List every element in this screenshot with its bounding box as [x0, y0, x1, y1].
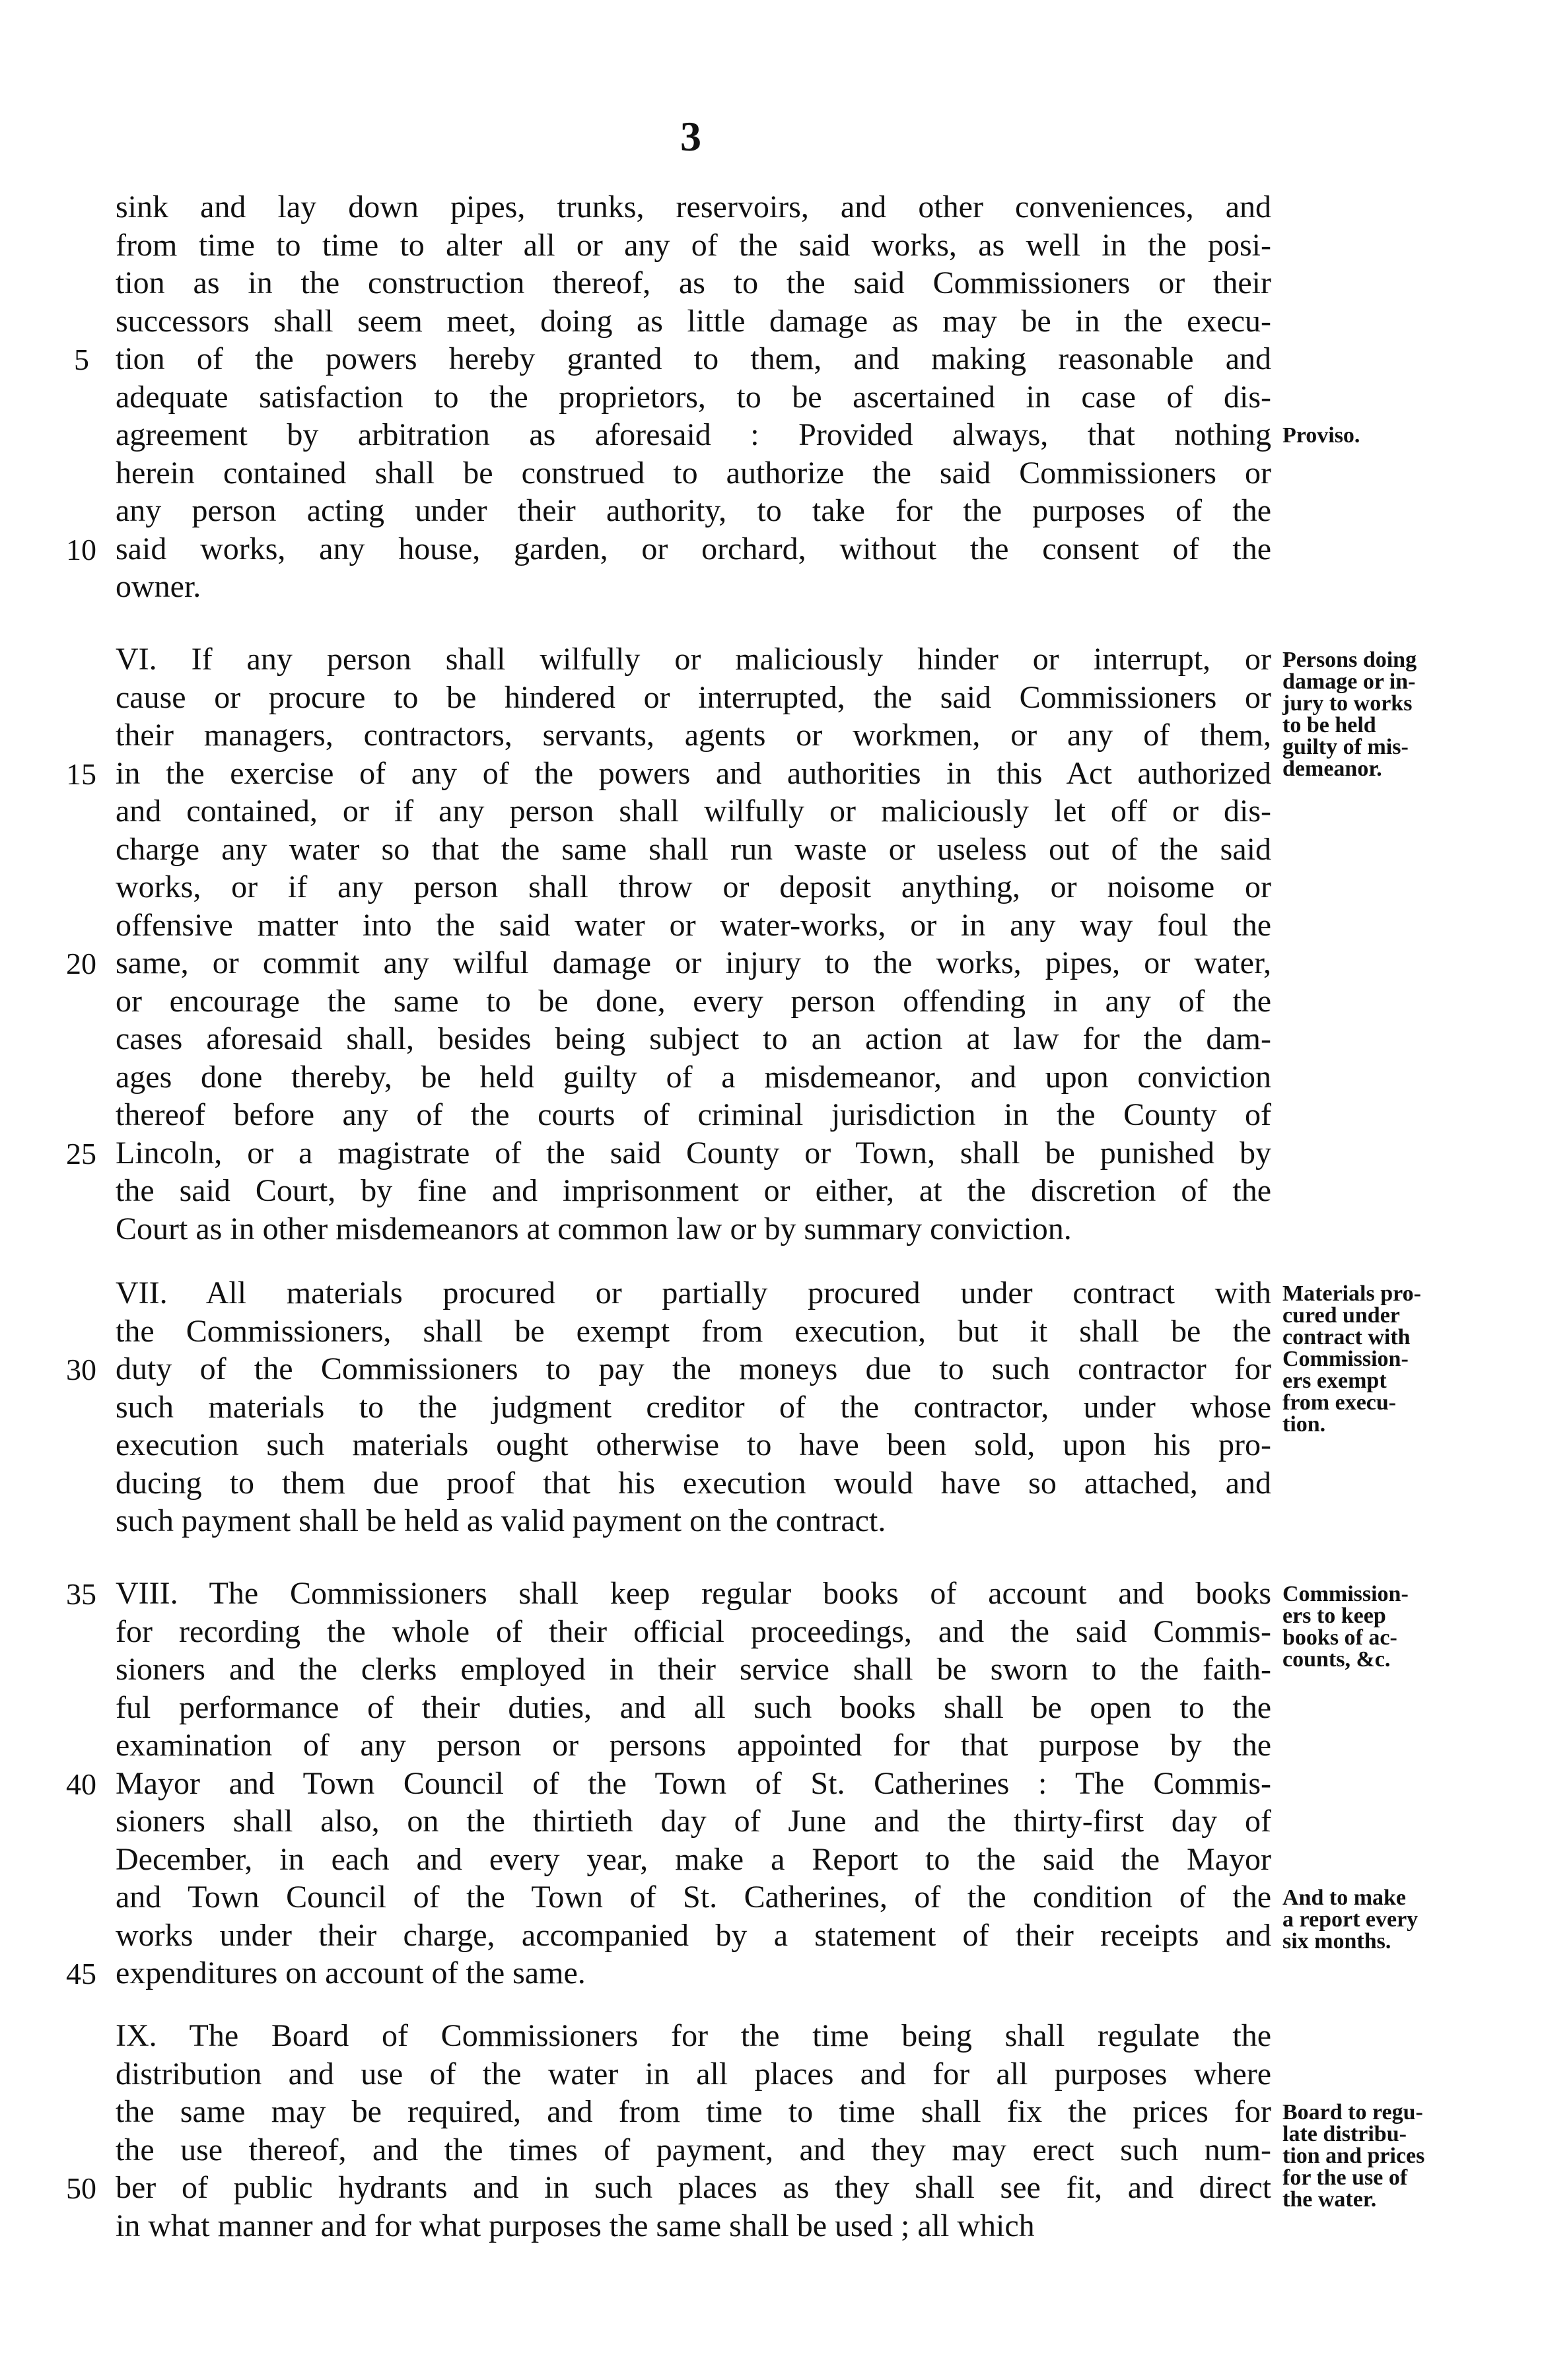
body-text-line: ages done thereby, be held guilty of a misdemeanor, and upon conviction: [116, 1061, 1271, 1095]
body-text-line: Court as in other misdemeanors at common law or by summary conviction.: [116, 1211, 1072, 1246]
body-text-line: Mayor and Town Council of the Town of St. Catherines : The Commis-: [116, 1767, 1271, 1801]
body-text-line: thereof before any of the courts of criminal jurisdiction in the County of: [116, 1099, 1271, 1132]
body-text-line: herein contained shall be construed to authorize the said Commissioners or: [116, 457, 1271, 491]
body-text-line: the said Court, by fine and imprisonment or either, at the discretion of the: [116, 1175, 1271, 1208]
margin-note-line: Materials pro-: [1282, 1281, 1421, 1306]
line-number: 50: [66, 2171, 96, 2205]
body-text-line: and contained, or if any person shall wilfully or maliciously let off or dis-: [116, 796, 1271, 829]
body-text-line: VII. All materials procured or partially procured under contract with: [116, 1277, 1271, 1310]
margin-note-line: six months.: [1282, 1929, 1391, 1954]
margin-note-line: cured under: [1282, 1303, 1400, 1328]
margin-note-line: Commission-: [1282, 1582, 1409, 1606]
margin-note-line: counts, &c.: [1282, 1647, 1391, 1672]
body-text-line: tion as in the construction thereof, as to the said Commissioners or their: [116, 267, 1271, 300]
margin-note-line: Proviso.: [1282, 423, 1360, 448]
body-text-line: or encourage the same to be done, every person offending in any of the: [116, 985, 1271, 1019]
body-text-line: adequate satisfaction to the proprietors, to be ascertained in case of dis-: [116, 381, 1271, 415]
body-text-line: cases aforesaid shall, besides being subject to an action at law for the dam-: [116, 1023, 1271, 1056]
body-text-line: IX. The Board of Commissioners for the time being shall regulate the: [116, 2020, 1271, 2053]
margin-note-line: books of ac-: [1282, 1625, 1397, 1650]
body-text-line: execution such materials ought otherwise to have been sold, upon his pro-: [116, 1429, 1271, 1462]
margin-note-line: ers to keep: [1282, 1604, 1386, 1628]
body-text-line: Lincoln, or a magistrate of the said County or Town, shall be punished by: [116, 1137, 1271, 1171]
body-text-line: the same may be required, and from time to time shall fix the prices for: [116, 2096, 1271, 2129]
line-number: 45: [66, 1957, 96, 1990]
margin-note-line: tion.: [1282, 1412, 1326, 1437]
margin-note-line: from execu-: [1282, 1390, 1397, 1415]
margin-note-line: And to make: [1282, 1886, 1407, 1910]
body-text-line: for recording the whole of their official proceedings, and the said Commis-: [116, 1615, 1271, 1649]
body-text-line: their managers, contractors, servants, agents or workmen, or any of them,: [116, 720, 1271, 753]
body-text-line: sink and lay down pipes, trunks, reservoirs, and other conveniences, and: [116, 191, 1271, 224]
line-number: 25: [66, 1136, 96, 1171]
margin-note-line: Commission-: [1282, 1347, 1409, 1371]
body-text-line: owner.: [116, 569, 201, 604]
body-text-line: ducing to them due proof that his execution would have so attached, and: [116, 1467, 1271, 1501]
margin-note-line: guilty of mis-: [1282, 735, 1409, 759]
body-text-line: tion of the powers hereby granted to them, and making reasonable and: [116, 343, 1271, 376]
body-text-line: cause or procure to be hindered or interrupted, the said Commissioners or: [116, 681, 1271, 715]
margin-note-line: a report every: [1282, 1907, 1419, 1932]
body-text-line: the use thereof, and the times of payment, and they may erect such num-: [116, 2134, 1271, 2167]
margin-note-line: late distribu-: [1282, 2122, 1407, 2146]
line-number: 10: [66, 532, 96, 566]
body-text-line: works under their charge, accompanied by a statement of their receipts and: [116, 1919, 1271, 1953]
margin-note-line: damage or in-: [1282, 669, 1416, 694]
margin-note-line: Board to regu-: [1282, 2100, 1423, 2125]
line-number: 15: [66, 757, 96, 791]
page-number: 3: [680, 113, 701, 160]
body-text-line: VI. If any person shall wilfully or maliciously hinder or interrupt, or: [116, 644, 1271, 677]
body-text-line: distribution and use of the water in all places and for all purposes where: [116, 2058, 1271, 2091]
body-text-line: said works, any house, garden, or orchard, without the consent of the: [116, 533, 1271, 566]
margin-note-line: contract with: [1282, 1325, 1411, 1349]
margin-note-line: tion and prices: [1282, 2144, 1425, 2168]
line-number: 20: [66, 947, 96, 980]
line-number: 40: [66, 1767, 96, 1801]
body-text-line: ber of public hydrants and in such places as they shall see fit, and direct: [116, 2172, 1271, 2205]
body-text-line: expenditures on account of the same.: [116, 1955, 586, 1990]
body-text-line: agreement by arbitration as aforesaid : Provided always, that nothing: [116, 419, 1271, 452]
body-text-line: the Commissioners, shall be exempt from execution, but it shall be the: [116, 1315, 1271, 1349]
margin-note-line: demeanor.: [1282, 757, 1382, 781]
body-text-line: any person acting under their authority, to take for the purposes of the: [116, 495, 1271, 528]
line-number: 5: [74, 343, 89, 376]
body-text-line: charge any water so that the same shall run waste or useless out of the said: [116, 833, 1271, 867]
body-text-line: successors shall seem meet, doing as little damage as may be in the execu-: [116, 305, 1271, 339]
body-text-line: works, or if any person shall throw or deposit anything, or noisome or: [116, 871, 1271, 904]
body-text-line: ful performance of their duties, and all such books shall be open to the: [116, 1691, 1271, 1725]
body-text-line: in what manner and for what purposes the same shall be used ; all which: [116, 2208, 1035, 2243]
margin-note-line: jury to works: [1282, 691, 1413, 716]
body-text-line: same, or commit any wilful damage or injury to the works, pipes, or water,: [116, 947, 1271, 980]
line-number: 35: [66, 1577, 96, 1611]
body-text-line: December, in each and every year, make a Report to the said the Mayor: [116, 1843, 1271, 1877]
body-text-line: and Town Council of the Town of St. Catherines, of the condition of the: [116, 1882, 1271, 1915]
body-text-line: in the exercise of any of the powers and authorities in this Act authorized: [116, 757, 1271, 791]
body-text-line: VIII. The Commissioners shall keep regular books of account and books: [116, 1578, 1271, 1611]
body-text-line: sioners shall also, on the thirtieth day of June and the thirty-first day of: [116, 1806, 1271, 1839]
line-number: 30: [66, 1353, 96, 1386]
margin-note-line: ers exempt: [1282, 1369, 1387, 1393]
margin-note-line: the water.: [1282, 2187, 1377, 2212]
body-text-line: such payment shall be held as valid payment on the contract.: [116, 1503, 886, 1538]
body-text-line: sioners and the clerks employed in their service shall be sworn to the faith-: [116, 1654, 1271, 1687]
body-text-line: offensive matter into the said water or water-works, or in any way foul the: [116, 909, 1271, 943]
body-text-line: examination of any person or persons appointed for that purpose by the: [116, 1730, 1271, 1763]
body-text-line: from time to time to alter all or any of the said works, as well in the posi-: [116, 229, 1271, 263]
margin-note-line: Persons doing: [1282, 648, 1417, 672]
margin-note-line: for the use of: [1282, 2165, 1408, 2190]
body-text-line: such materials to the judgment creditor of the contractor, under whose: [116, 1391, 1271, 1425]
margin-note-line: to be held: [1282, 713, 1376, 737]
body-text-line: duty of the Commissioners to pay the moneys due to such contractor for: [116, 1353, 1271, 1386]
